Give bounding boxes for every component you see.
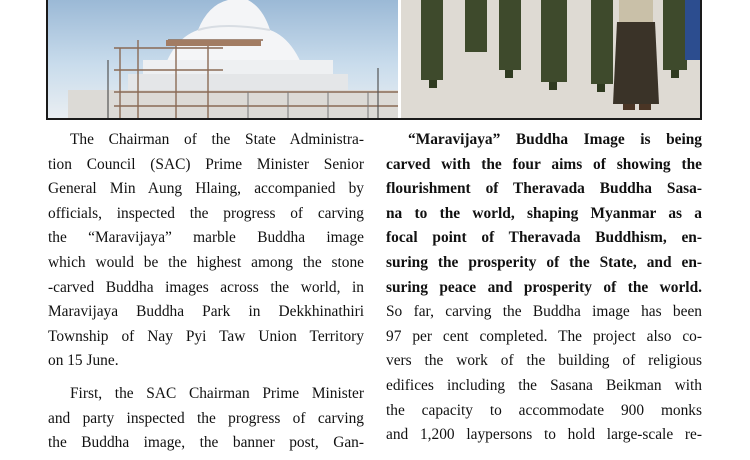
officials-photo [398,0,700,118]
buddha-construction-photo [48,0,398,118]
text-line: 97 per cent completed. The project also co- [386,327,702,345]
text-line-bold: suring peace and prosperity of the world. [386,278,702,296]
text-line: So far, carving the Buddha image has been [386,303,702,321]
text-line-bold: “Maravijaya” Buddha Image is being [408,131,702,148]
text-line: on 15 June. [48,352,119,370]
article-left-column [48,128,364,456]
officials-illustration [401,0,700,118]
text-line: officials, inspected the progress of carving [48,204,364,222]
text-line: Maravijaya Buddha Park in Dekkhinathiri [48,303,364,321]
text-line: vers the work of the building of religious [386,352,702,370]
buddha-construction-illustration [48,0,398,118]
paragraph-2 [48,382,364,456]
text-line: the “Maravijaya” marble Buddha image [48,229,364,247]
paragraph-1 [48,128,364,374]
text-line-bold: focal point of Theravada Buddhism, en- [386,229,702,247]
text-line: edifices including the Sasana Beikman with [386,376,702,394]
text-line: -carved Buddha images across the world, in [48,278,364,296]
text-line: and 1,200 laypersons to hold large-scale re- [386,426,702,444]
text-line: the capacity to accommodate 900 monks [386,401,702,419]
text-line: and party inspected the progress of carving [48,409,364,427]
text-line-bold: na to the world, shaping Myanmar as a [386,204,702,222]
text-line-bold: suring the prosperity of the State, and en- [386,253,702,271]
text-line: the Buddha image, the banner post, Gan- [48,434,364,452]
text-line: tion Council (SAC) Prime Minister Senior [48,155,364,173]
text-line-bold: carved with the four aims of showing the [386,155,702,173]
text-line: The Chairman of the State Administra- [70,131,364,148]
text-line-bold: flourishment of Theravada Buddha Sasa- [386,180,702,198]
paragraph-3 [386,128,702,448]
text-line: First, the SAC Chairman Prime Minister [70,384,364,402]
photo-strip [46,0,702,120]
article-right-column [386,128,702,448]
text-line: General Min Aung Hlaing, accompanied by [48,180,364,198]
text-line: which would be the highest among the stone [48,253,364,271]
text-line: Township of Nay Pyi Taw Union Territory [48,327,364,345]
